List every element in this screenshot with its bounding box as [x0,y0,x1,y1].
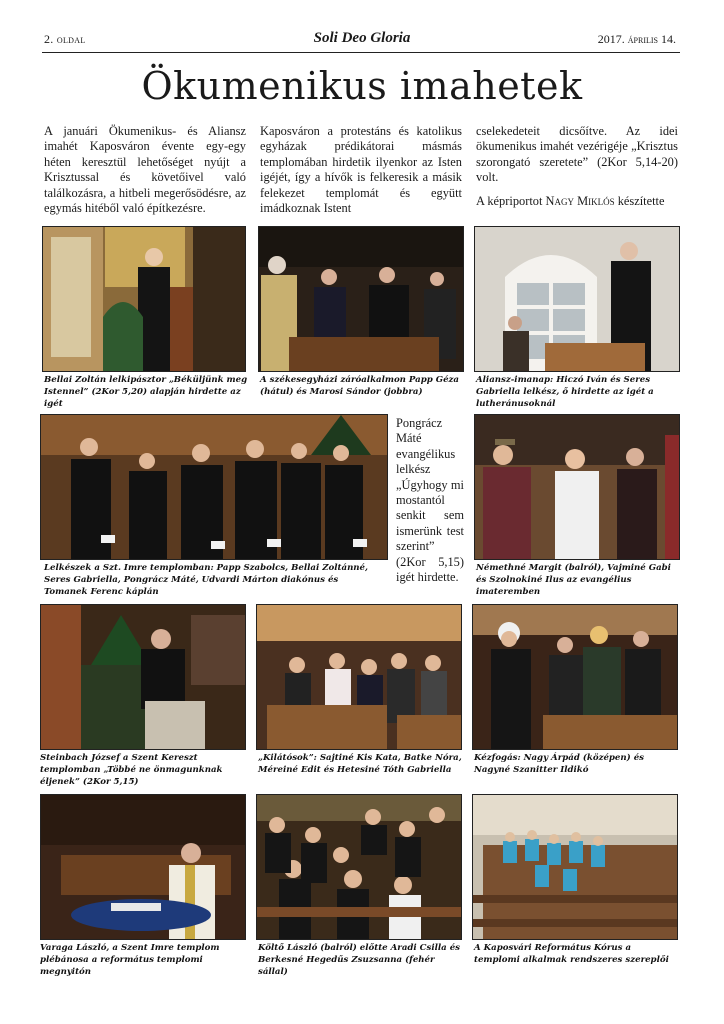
article-column-3 [476,124,678,209]
photo-kilatos-group [256,604,462,750]
caption-9: Varaga László, a Szent Imre templom plébánosa a református templomi megnyitón [40,943,220,977]
caption-10: Költő László (balról) előtte Aradi Csilla és Berkesné Hegedűs Zsuzsanna (fehér sállal) [258,943,461,977]
photo-reformed-opening [40,794,246,940]
page-number: 2. oldal [44,32,86,46]
caption-5: Némethné Margit (balról), Vajminé Gabi és Szolnokiné Ilus az evangélius imateremben [476,563,671,597]
caption-2: A székesegyházi záróalkalmon Papp Géza (hátul) és Marosi Sándor (jobbra) [260,375,459,397]
article-column-1: A januári Ökumenikus- és Aliansz imahét Kaposváron évente egy-egy héten keresztül lehetőséget nyújt a Krisztussal és követőivel való találkozásra, a hitbeli megerősödésre, az egymás hitéből való építkezésre. [44,124,246,216]
photo-credit-prefix: A képriportot [476,193,543,208]
photo-holy-cross-church [40,604,246,750]
article-title: Ökumenikus imahetek [141,64,583,108]
caption-3: Aliansz-imanap: Hiczó Iván és Seres Gabriella lelkész, ő hirdette az igét a lutheránusoknál [476,375,654,409]
caption-8: Kézfogás: Nagy Árpád (középen) és Nagyné Szanitter Ildikó [474,753,645,775]
caption-7: „Kilátósok”: Sajtiné Kis Kata, Batke Nóra, Méreiné Edit és Hetesiné Tóth Gabriella [258,753,462,775]
header-rule [42,52,680,53]
photo-congregation [256,794,462,940]
caption-1: Bellai Zoltán lelkipásztor „Béküljünk meg Istennel” (2Kor 5,20) alapján hirdette az igét [44,375,248,409]
photographer-name: Nagy Miklós [545,193,615,208]
photo-lutheran-alliance [474,226,680,372]
caption-6: Steinbach József a Szent Kereszt templomban „Többé ne önmagunknak éljenek” (2Kor 5,15) [40,753,223,787]
caption-11: A Kaposvári Református Kórus a templomi alkalmak rendszeres szereplői [474,943,669,965]
photo-lutheran-prayer-room [474,414,680,560]
photo-credit-suffix: készítette [617,193,665,208]
article-column-2: Kaposváron a protestáns és katolikus egyházak prédikátorai másmás templomában hirdetik ilyenkor az Isten igéjét, így a hívők is felkeresik a másik felekezet templomát és együtt imádkoznak Istent [260,124,462,216]
photo-handshake [472,604,678,750]
publication-name: Soli Deo Gloria [313,30,411,46]
article-column-3-text: cselekedeteit dicsőítve. Az idei ökumenikus imahét vezérigéje „Krisztus szorongató szeretete” (2Kor 5,14-20) volt. [476,124,678,185]
photo-reformed-choir [472,794,678,940]
sidebar-sermon-note: Pongrácz Máté evangélikus lelkész „Úgyhogy mi mostantól senkit sem ismerünk test szerint” (2Kor 5,15) igét hirdette. [396,416,464,585]
photo-credit [476,194,678,209]
caption-4: Lelkészek a Szt. Imre templomban: Papp Szabolcs, Bellai Zoltánné, Seres Gabriella, Pongrácz Máté, Udvardi Márton diakónus és Tomanek Ferenc káplán [44,563,369,597]
photo-cathedral-closing [258,226,464,372]
issue-date: 2017. április 14. [597,32,676,46]
photo-pastor-at-pulpit [42,226,246,372]
photo-clergy-st-imre [40,414,388,560]
